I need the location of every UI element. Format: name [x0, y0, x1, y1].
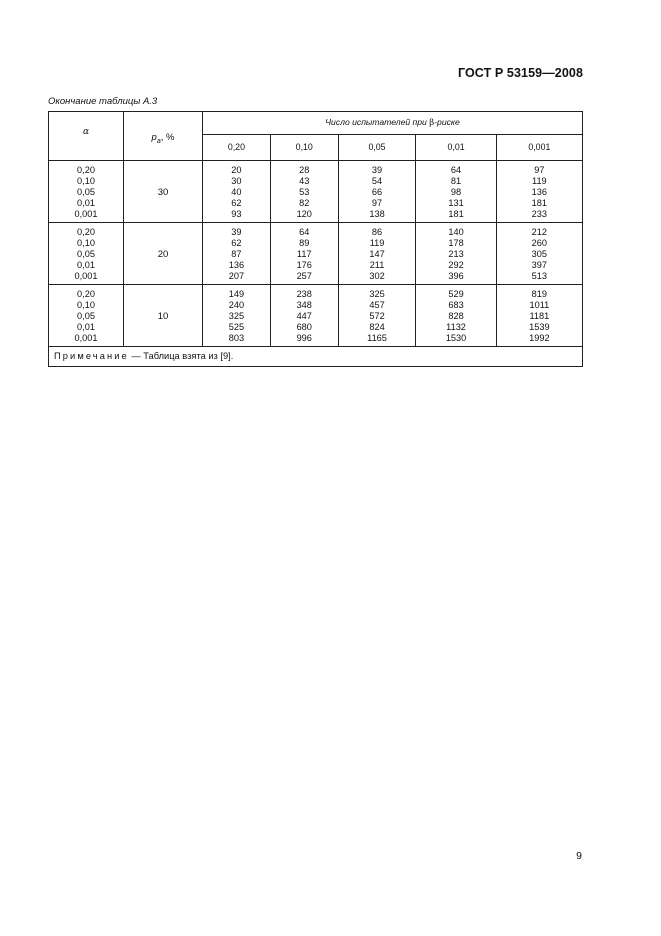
table-row-group [49, 285, 583, 347]
tester-count-value: 325 [228, 311, 245, 321]
tester-count-value: 683 [448, 300, 464, 310]
tester-count-value: 212 [531, 227, 548, 237]
beta-risk-header: 0,001 [496, 135, 582, 161]
tester-count-value: 119 [532, 176, 547, 186]
tester-count-value: 260 [531, 238, 548, 248]
tester-count-value: 1165 [367, 333, 387, 343]
tester-count-value: 1011 [529, 300, 550, 310]
table-row-group [49, 223, 583, 285]
tester-count-value: 64 [299, 227, 310, 237]
tester-count-value: 213 [448, 249, 464, 259]
tester-count-cell [338, 161, 416, 223]
alpha-value: 0,05 [77, 187, 95, 197]
tester-count-value: 257 [296, 271, 312, 281]
tester-count-value: 1132 [446, 322, 466, 332]
tester-count-value: 828 [448, 311, 464, 321]
alpha-values-cell [49, 285, 124, 347]
tester-count-value: 66 [371, 187, 383, 197]
tester-count-value: 397 [531, 260, 548, 270]
tester-count-value: 176 [296, 260, 312, 270]
pa-subscript: a [156, 137, 161, 145]
pa-value: 30 [124, 161, 203, 223]
tester-count-value: 1530 [445, 333, 467, 343]
tester-count-value: 181 [448, 209, 464, 219]
alpha-value: 0,10 [77, 238, 95, 248]
tester-count-cell [270, 285, 338, 347]
beta-risk-header: 0,10 [270, 135, 338, 161]
note-text: — Таблица взята из [9]. [128, 351, 234, 361]
tester-count-value: 325 [369, 289, 385, 299]
tester-count-value: 233 [531, 209, 548, 219]
alpha-value: 0,001 [74, 271, 98, 281]
tester-count-cell [270, 161, 338, 223]
tester-count-value: 181 [531, 198, 548, 208]
pa-symbol: p [151, 132, 157, 143]
tester-count-value: 302 [369, 271, 385, 281]
tester-count-value: 996 [296, 333, 312, 343]
tester-count-value: 43 [299, 176, 310, 186]
table-caption: Окончание таблицы А.3 [48, 96, 158, 107]
tester-count-value: 819 [531, 289, 548, 299]
tester-count-value: 680 [296, 322, 312, 332]
tester-count-value: 82 [299, 198, 310, 208]
tester-count-value: 39 [231, 227, 242, 237]
tester-count-value: 28 [299, 165, 310, 175]
tester-count-value: 396 [448, 271, 464, 281]
tester-count-value: 86 [371, 227, 383, 237]
tester-count-value: 292 [448, 260, 464, 270]
tester-count-cell [338, 285, 416, 347]
tester-count-value: 305 [531, 249, 548, 259]
alpha-values-cell [49, 223, 124, 285]
tester-count-value: 62 [231, 238, 242, 248]
beta-symbol: β [429, 118, 435, 128]
table-note [49, 347, 583, 367]
tester-count-value: 348 [296, 300, 312, 310]
tester-count-value: 136 [531, 187, 548, 197]
tester-count-value: 457 [369, 300, 385, 310]
pa-value: 10 [124, 285, 203, 347]
tester-count-value: 53 [299, 187, 310, 197]
tester-count-value: 89 [299, 238, 310, 248]
alpha-value: 0,01 [77, 198, 95, 208]
tester-count-value: 54 [371, 176, 383, 186]
tester-count-cell [203, 161, 271, 223]
alpha-value: 0,001 [74, 209, 98, 219]
beta-risk-header: 0,05 [338, 135, 416, 161]
sample-size-table [48, 111, 583, 367]
tester-count-cell [496, 161, 582, 223]
alpha-value: 0,20 [77, 227, 95, 237]
alpha-value: 0,05 [77, 311, 95, 321]
tester-count-value: 119 [369, 238, 385, 248]
tester-count-value: 824 [369, 322, 385, 332]
tester-count-value: 138 [369, 209, 385, 219]
alpha-value: 0,01 [77, 322, 95, 332]
tester-count-value: 140 [448, 227, 464, 237]
alpha-column-header: α [49, 112, 124, 161]
note-label: Примечание [54, 351, 129, 361]
tester-count-cell [496, 223, 582, 285]
tester-count-value: 1181 [529, 311, 550, 321]
tester-count-value: 81 [450, 176, 462, 186]
alpha-value: 0,10 [77, 176, 95, 186]
tester-count-value: 447 [296, 311, 312, 321]
tester-count-value: 803 [228, 333, 245, 343]
pa-value: 20 [124, 223, 203, 285]
tester-count-value: 93 [231, 209, 242, 219]
tester-count-value: 64 [450, 165, 462, 175]
tester-count-value: 211 [369, 260, 385, 270]
tester-count-value: 97 [534, 165, 545, 175]
table-row-group [49, 161, 583, 223]
tester-count-value: 240 [228, 300, 245, 310]
tester-count-value: 207 [228, 271, 245, 281]
tester-count-value: 30 [231, 176, 242, 186]
tester-count-value: 147 [369, 249, 385, 259]
tester-count-value: 98 [450, 187, 462, 197]
tester-count-cell [270, 223, 338, 285]
tester-count-value: 1992 [529, 333, 550, 343]
tester-count-suffix: -риске [434, 117, 460, 127]
tester-count-value: 39 [371, 165, 383, 175]
alpha-value: 0,20 [77, 165, 95, 175]
tester-count-value: 62 [231, 198, 242, 208]
tester-count-cell [203, 285, 271, 347]
tester-count-value: 131 [448, 198, 464, 208]
tester-count-value: 238 [296, 289, 312, 299]
tester-count-value: 572 [369, 311, 385, 321]
tester-count-cell [416, 285, 496, 347]
beta-risk-header: 0,20 [203, 135, 271, 161]
alpha-value: 0,05 [77, 249, 95, 259]
alpha-value: 0,001 [74, 333, 98, 343]
tester-count-cell [416, 223, 496, 285]
tester-count-value: 117 [296, 249, 312, 259]
alpha-value: 0,10 [77, 300, 95, 310]
document-standard-number: ГОСТ Р 53159—2008 [457, 66, 583, 80]
tester-count-header [203, 112, 583, 135]
tester-count-value: 97 [371, 198, 383, 208]
tester-count-prefix: Число испытателей при [325, 117, 430, 127]
pa-column-header [124, 112, 203, 161]
tester-count-value: 87 [231, 249, 242, 259]
beta-risk-header: 0,01 [416, 135, 496, 161]
tester-count-value: 149 [228, 289, 245, 299]
tester-count-cell [496, 285, 582, 347]
tester-count-value: 525 [228, 322, 245, 332]
alpha-value: 0,20 [77, 289, 95, 299]
tester-count-value: 20 [231, 165, 242, 175]
tester-count-value: 513 [531, 271, 548, 281]
tester-count-value: 136 [228, 260, 245, 270]
tester-count-value: 529 [448, 289, 464, 299]
table-note-row [49, 347, 583, 367]
tester-count-value: 40 [231, 187, 242, 197]
tester-count-cell [416, 161, 496, 223]
tester-count-value: 120 [296, 209, 312, 219]
table-header-row [49, 112, 583, 135]
page-number: 9 [576, 850, 582, 862]
tester-count-cell [338, 223, 416, 285]
tester-count-cell [203, 223, 271, 285]
tester-count-value: 178 [448, 238, 464, 248]
tester-count-value: 1539 [529, 322, 550, 332]
pa-suffix: , % [160, 132, 175, 143]
alpha-values-cell [49, 161, 124, 223]
alpha-value: 0,01 [77, 260, 95, 270]
